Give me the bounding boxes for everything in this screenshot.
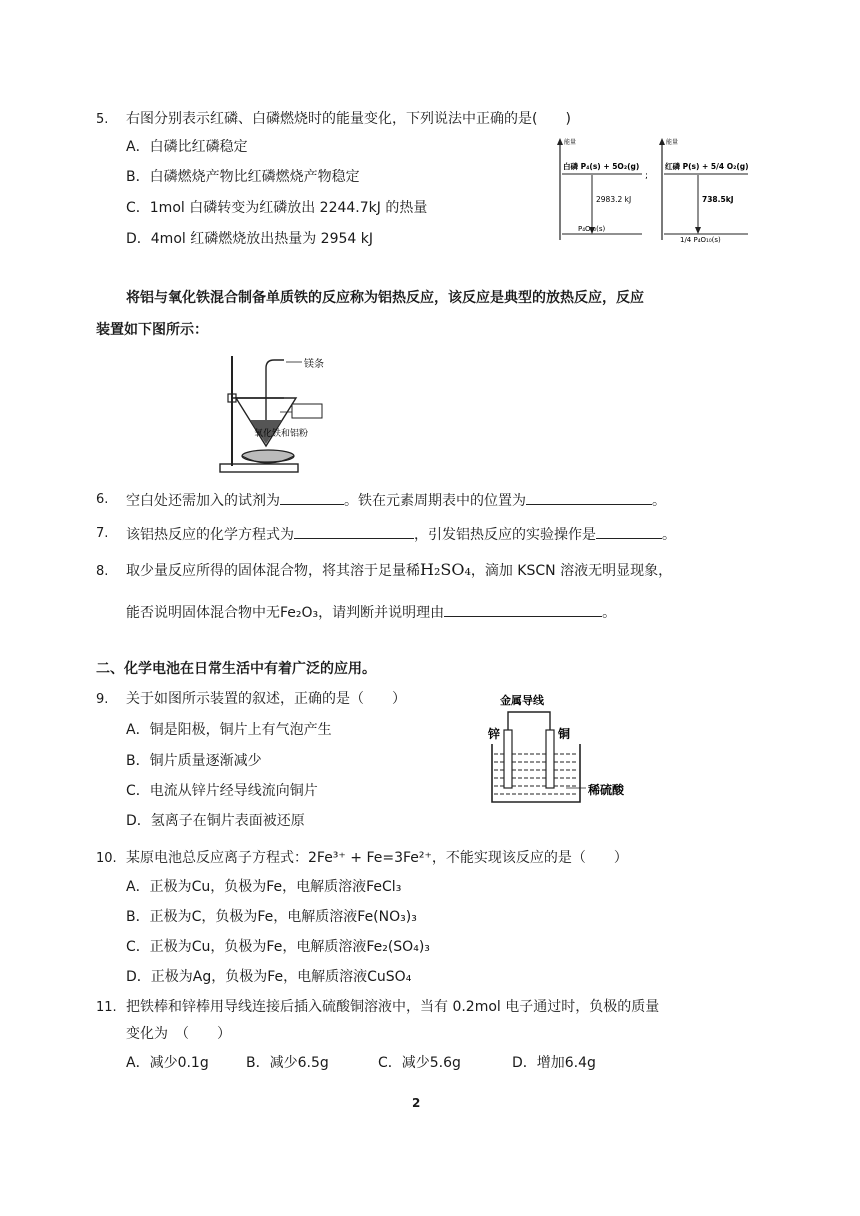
q9-option-d: D．氢离子在铜片表面被还原 bbox=[126, 813, 305, 829]
q7-text-1: 该铝热反应的化学方程式为 bbox=[126, 527, 294, 543]
q8-text-1a: 取少量反应所得的固体混合物，将其溶于足量稀 bbox=[126, 563, 420, 579]
q9-option-b: B．铜片质量逐渐减少 bbox=[126, 753, 262, 769]
q10-option-b: B．正极为C，负极为Fe，电解质溶液Fe(NO₃)₃ bbox=[126, 909, 417, 925]
q5-stem: 右图分别表示红磷、白磷燃烧时的能量变化，下列说法中正确的是( ) bbox=[126, 111, 571, 127]
left-bottom-label: P₄O₁₀(s) bbox=[578, 225, 606, 233]
q8-blank[interactable] bbox=[444, 602, 602, 617]
left-value: 2983.2 kJ bbox=[596, 195, 632, 204]
right-top-label: 红磷 P(s) + 5/4 O₂(g) bbox=[665, 162, 749, 171]
right-axis-label: 能量 bbox=[666, 139, 679, 146]
q11-option-a: A．减少0.1g bbox=[126, 1055, 209, 1071]
white-phosphorus-diagram bbox=[557, 138, 642, 240]
q5-option-d: D．4mol 红磷燃烧放出热量为 2954 kJ bbox=[126, 231, 373, 247]
red-phosphorus-diagram bbox=[659, 138, 749, 244]
label-mg-ribbon: 镁条 bbox=[304, 359, 324, 370]
left-top-label: 白磷 P₄(s) + 5O₂(g) bbox=[563, 162, 640, 171]
q7-end: 。 bbox=[662, 527, 676, 543]
thermite-apparatus bbox=[214, 346, 374, 480]
q7-text-2: ，引发铝热反应的实验操作是 bbox=[414, 527, 596, 543]
q5-option-b: B．白磷燃烧产物比红磷燃烧产物稳定 bbox=[126, 169, 360, 185]
label-powder: 氧化铁和铝粉 bbox=[254, 429, 309, 439]
q11-line-2: 变化为 （ ） bbox=[126, 1026, 231, 1042]
q9-stem: 关于如图所示装置的叙述，正确的是（ ） bbox=[126, 691, 406, 707]
q9-option-a: A．铜是阳极，铜片上有气泡产生 bbox=[126, 722, 332, 738]
page-number: 2 bbox=[412, 1096, 421, 1110]
q8-line-2 bbox=[126, 602, 616, 622]
q5-energy-diagrams bbox=[550, 134, 760, 246]
q11-option-d: D．增加6.4g bbox=[512, 1055, 596, 1071]
q10-stem: 某原电池总反应离子方程式：2Fe³⁺ + Fe=3Fe²⁺，不能实现该反应的是（ ） bbox=[126, 850, 628, 866]
q8-text-1b: ，滴加 KSCN 溶液无明显现象， bbox=[470, 563, 673, 579]
q7-blank-2[interactable] bbox=[596, 524, 662, 539]
q8-number: 8. bbox=[96, 564, 109, 579]
intro-line-1: 将铝与氧化铁混合制备单质铁的反应称为铝热反应，该反应是典型的放热反应，反应 bbox=[126, 290, 644, 306]
q6-blank-2[interactable] bbox=[526, 490, 652, 505]
label-acid: 稀硫酸 bbox=[588, 783, 625, 797]
section-2-title: 二、化学电池在日常生活中有着广泛的应用。 bbox=[96, 661, 376, 677]
q10-option-d: D．正极为Ag，负极为Fe，电解质溶液CuSO₄ bbox=[126, 969, 412, 985]
q10-option-c: C．正极为Cu，负极为Fe，电解质溶液Fe₂(SO₄)₃ bbox=[126, 939, 430, 955]
diagram-separator: ; bbox=[645, 171, 649, 181]
q7-blank-1[interactable] bbox=[294, 524, 414, 539]
q8-oxide: Fe₂O₃ bbox=[280, 605, 319, 621]
q8-line-1 bbox=[126, 561, 672, 580]
q5-number: 5. bbox=[96, 112, 109, 127]
q10-number: 10. bbox=[96, 851, 117, 866]
q11-line-1: 把铁棒和锌棒用导线连接后插入硫酸铜溶液中，当有 0.2mol 电子通过时，负极的质量 bbox=[126, 999, 660, 1015]
q6-text-2: 。铁在元素周期表中的位置为 bbox=[344, 493, 526, 509]
q11-number: 11. bbox=[96, 1000, 117, 1015]
q6-blank-1[interactable] bbox=[280, 490, 344, 505]
q6-text-1: 空白处还需加入的试剂为 bbox=[126, 493, 280, 509]
galvanic-cell-diagram bbox=[470, 690, 625, 812]
left-axis-label: 能量 bbox=[564, 139, 577, 146]
q11-option-b: B．减少6.5g bbox=[246, 1055, 329, 1071]
q8-text-2a: 能否说明固体混合物中无 bbox=[126, 605, 280, 621]
q8-end: 。 bbox=[602, 605, 617, 621]
q10-option-a: A．正极为Cu，负极为Fe，电解质溶液FeCl₃ bbox=[126, 879, 402, 895]
q7-number: 7. bbox=[96, 526, 109, 541]
label-zinc: 锌 bbox=[488, 727, 501, 741]
q8-acid: H₂SO₄ bbox=[420, 560, 471, 579]
q7-line bbox=[126, 524, 676, 544]
q9-option-c: C．电流从锌片经导线流向铜片 bbox=[126, 783, 318, 799]
q5-option-c: C．1mol 白磷转变为红磷放出 2244.7kJ 的热量 bbox=[126, 200, 428, 216]
right-bottom-label: 1/4 P₄O₁₀(s) bbox=[680, 236, 721, 244]
q11-option-c: C．减少5.6g bbox=[378, 1055, 461, 1071]
q8-text-2b: ，请判断并说明理由 bbox=[318, 605, 445, 621]
right-value: 738.5kJ bbox=[702, 195, 734, 204]
label-wire: 金属导线 bbox=[500, 694, 544, 707]
q6-number: 6. bbox=[96, 492, 109, 507]
q6-end: 。 bbox=[652, 493, 666, 509]
q9-number: 9. bbox=[96, 692, 109, 707]
q5-option-a: A．白磷比红磷稳定 bbox=[126, 139, 248, 155]
intro-line-2: 装置如下图所示： bbox=[96, 322, 208, 338]
q6-line bbox=[126, 490, 666, 510]
label-copper: 铜 bbox=[558, 727, 571, 741]
